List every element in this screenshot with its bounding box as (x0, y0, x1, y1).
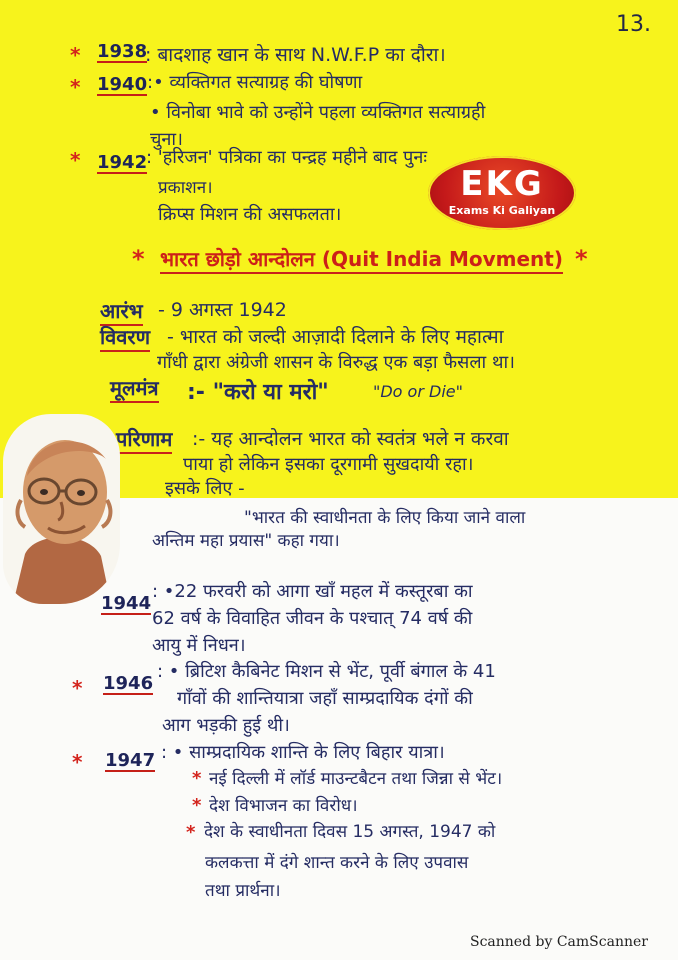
ekg-logo-text: EKG (460, 164, 544, 204)
star-icon: * (70, 148, 81, 172)
moolmantra-english: "Do or Die" (373, 382, 463, 401)
text-1946-2: गाँवों की शान्तियात्रा जहाँ साम्प्रदायिक दंगों की (177, 688, 473, 709)
year-1940: 1940 (97, 74, 148, 95)
star-icon: * (72, 676, 83, 700)
text-1944-1: : •22 फरवरी को आगा खाँ महल में कस्तूरबा का (152, 581, 473, 602)
text-1946-1: : • ब्रिटिश कैबिनेट मिशन से भेंट, पूर्वी बंगाल के 41 (157, 661, 496, 682)
ekg-logo-subtext: Exams Ki Galiyan (448, 204, 556, 217)
quote-line-1: "भारत की स्वाधीनता के लिए किया जाने वाला (244, 508, 526, 528)
text-1944-3: आयु में निधन। (152, 635, 246, 656)
text-1947-sub-3c: तथा प्रार्थना। (205, 881, 281, 901)
movement-heading: भारत छोड़ो आन्दोलन (Quit India Movment) (160, 245, 563, 274)
vivaran-text-2: गाँधी द्वारा अंग्रेजी शासन के विरुद्ध एक बड़ा फैसला था। (157, 352, 515, 373)
text-1947-sub-3b: कलकत्ता में दंगे शान्त करने के लिए उपवास (205, 853, 469, 873)
text-1942-a: : 'हरिजन' पत्रिका का पन्द्रह महीने बाद पुनः (146, 147, 427, 168)
star-icon: * (192, 795, 202, 816)
star-icon: * (70, 43, 81, 67)
page-number: 13. (616, 12, 651, 37)
gandhi-portrait (3, 414, 120, 604)
star-icon: * (132, 245, 145, 273)
moolmantra-text: :- "करो या मरो" (187, 380, 329, 405)
camscanner-watermark: Scanned by CamScanner (470, 934, 648, 950)
vivaran-label: विवरण (100, 323, 150, 352)
text-1947-sub-2: देश विभाजन का विरोध। (209, 796, 358, 816)
portrait-image (3, 414, 120, 604)
parinaam-label: परिणाम (116, 425, 172, 454)
year-1944: 1944 (101, 593, 152, 614)
arambh-label: आरंभ (100, 297, 143, 326)
ekg-logo (428, 156, 576, 230)
text-1942-b: प्रकाशन। (158, 178, 213, 198)
text-1947-sub-1: नई दिल्ली में लॉर्ड माउन्टबैटन तथा जिन्ना से भेंट। (209, 769, 503, 789)
quote-line-2: अन्तिम महा प्रयास" कहा गया। (152, 531, 340, 551)
vivaran-text-1: - भारत को जल्दी आज़ादी दिलाने के लिए महात्मा (167, 326, 504, 348)
text-1946-3: आग भड़की हुई थी। (162, 715, 290, 736)
arambh-text: - 9 अगस्त 1942 (158, 299, 287, 321)
text-1940-a: :• व्यक्तिगत सत्याग्रह की घोषणा (147, 72, 363, 93)
star-icon: * (186, 822, 196, 843)
year-1942: 1942 (97, 152, 148, 173)
year-1938: 1938 (97, 41, 148, 62)
star-icon: * (72, 750, 83, 774)
text-1938: : बादशाह खान के साथ N.W.F.P का दौरा। (145, 44, 446, 66)
parinaam-text-2: पाया हो लेकिन इसका दूरगामी सुखदायी रहा। (183, 454, 474, 475)
text-1944-2: 62 वर्ष के विवाहित जीवन के पश्चात् 74 वर्ष की (152, 608, 473, 629)
text-1940-b: • विनोबा भावे को उन्होंने पहला व्यक्तिगत सत्याग्रही (150, 102, 486, 123)
text-1942-c: क्रिप्स मिशन की असफलता। (158, 204, 342, 225)
star-icon: * (192, 768, 202, 789)
parinaam-text-3: इसके लिए - (165, 478, 245, 499)
text-1947-1: : • साम्प्रदायिक शान्ति के लिए बिहार यात्रा। (161, 742, 445, 763)
moolmantra-label: मूलमंत्र (110, 374, 159, 403)
star-icon: * (575, 245, 588, 273)
year-1946: 1946 (103, 673, 154, 694)
text-1940-c: चुना। (150, 129, 183, 150)
text-1947-sub-3a: देश के स्वाधीनता दिवस 15 अगस्त, 1947 को (204, 822, 496, 842)
star-icon: * (70, 75, 81, 99)
parinaam-text-1: :- यह आन्दोलन भारत को स्वतंत्र भले न करवा (192, 428, 509, 450)
year-1947: 1947 (105, 750, 156, 771)
